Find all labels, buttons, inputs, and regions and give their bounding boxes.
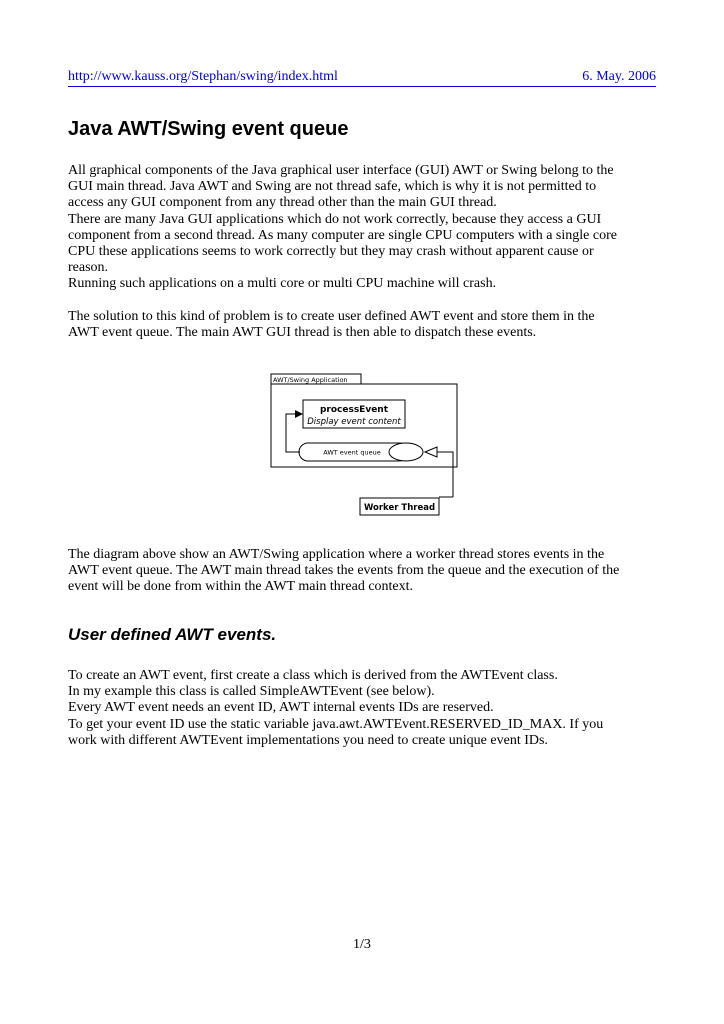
process-event-title: processEvent — [319, 405, 389, 415]
text-line: access any GUI component from any thread other than the main GUI thread. — [68, 195, 497, 211]
page-title: Java AWT/Swing event queue — [68, 118, 349, 140]
section-heading: User defined AWT events. — [68, 625, 277, 644]
text-line: work with different AWTEvent implementations you need to create unique event IDs. — [68, 732, 548, 748]
text-line: event will be done from within the AWT main thread context. — [68, 579, 414, 595]
text-line: AWT event queue. The AWT main thread takes the events from the queue and the execution of the — [68, 563, 620, 579]
text-line: reason. — [68, 260, 109, 276]
text-line: GUI main thread. Java AWT and Swing are not thread safe, which is why it is not permitted to — [68, 179, 597, 195]
text-line: There are many Java GUI applications which do not work correctly, because they access a GUI — [68, 211, 602, 227]
page-header — [68, 69, 656, 87]
page-number: 1/3 — [353, 937, 371, 952]
worker-thread-label: Worker Thread — [363, 503, 436, 513]
text-line: To get your event ID use the static variable java.awt.AWTEvent.RESERVED_ID_MAX. If you — [68, 716, 604, 732]
text-line: The solution to this kind of problem is to create user defined AWT event and store them in the — [68, 309, 595, 324]
text-line: In my example this class is called SimpleAWTEvent (see below). — [68, 684, 435, 700]
solution-paragraph — [68, 309, 658, 341]
awt-events-paragraph — [68, 668, 658, 749]
intro-paragraph — [68, 163, 658, 293]
event-queue-diagram — [266, 370, 466, 518]
header-date: 6. May. 2006 — [582, 69, 656, 84]
diagram-explanation-paragraph — [68, 547, 658, 596]
text-line: To create an AWT event, first create a class which is derived from the AWTEvent class. — [68, 668, 558, 683]
text-line: The diagram above show an AWT/Swing application where a worker thread stores events in the — [68, 547, 605, 562]
frame-label: AWT/Swing Application — [273, 376, 348, 384]
header-url-link[interactable]: http://www.kauss.org/Stephan/swing/index.html — [68, 69, 338, 84]
text-line: Running such applications on a multi core or multi CPU machine will crash. — [68, 276, 497, 292]
text-line: Every AWT event needs an event ID, AWT internal events IDs are reserved. — [68, 700, 494, 716]
text-line: AWT event queue. The main AWT GUI thread is then able to dispatch these events. — [68, 325, 537, 341]
text-line: All graphical components of the Java graphical user interface (GUI) AWT or Swing belong to the — [68, 163, 614, 178]
process-event-subtitle: Display event content — [307, 417, 401, 427]
event-queue-end — [389, 443, 423, 461]
text-line: component from a second thread. As many computer are single CPU computers with a single core — [68, 227, 617, 243]
text-line: CPU these applications seems to work correctly but they may crash without apparent cause or — [68, 244, 594, 260]
event-queue-label: AWT event queue — [323, 448, 381, 457]
